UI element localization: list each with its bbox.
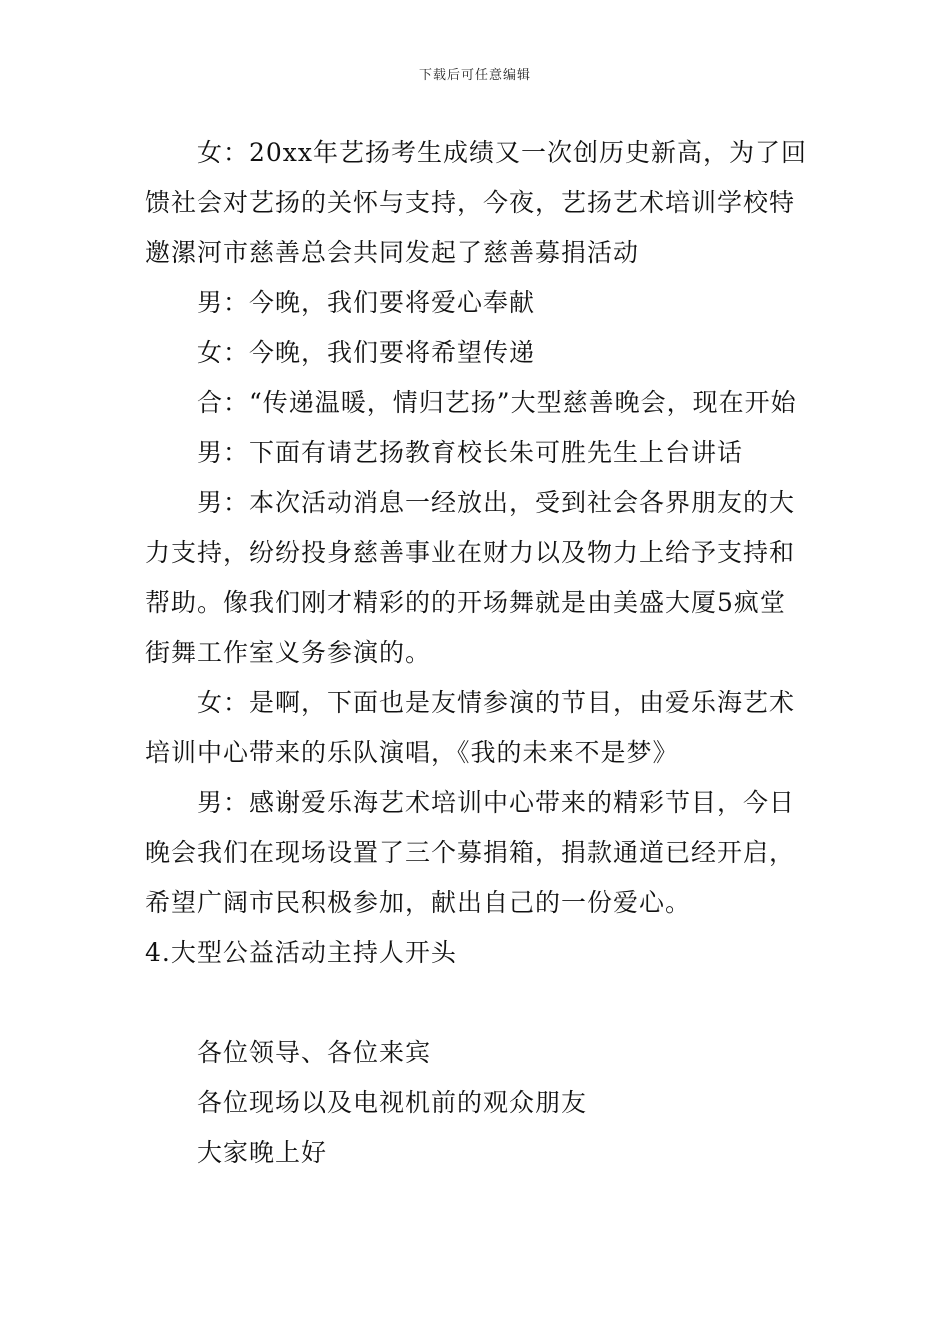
paragraph: 合：“传递温暖，情归艺扬”大型慈善晚会，现在开始 [197, 388, 797, 417]
greeting-line: 大家晚上好 [197, 1138, 328, 1167]
greeting-line: 各位现场以及电视机前的观众朋友 [197, 1088, 588, 1117]
document-body [145, 128, 810, 1178]
paragraph: 男：下面有请艺扬教育校长朱可胜先生上台讲话 [197, 438, 744, 467]
paragraph: 女：今晚，我们要将希望传递 [197, 338, 536, 367]
page-header: 下载后可任意编辑 [418, 68, 531, 83]
paragraph: 男：感谢爱乐海艺术培训中心带来的精彩节目，今日晚会我们在现场设置了三个募捐箱，捐款通道已经开启，希望广阔市民积极参加，献出自己的一份爱心。 [145, 788, 796, 917]
blank-line [145, 978, 810, 1028]
paragraph: 男：本次活动消息一经放出，受到社会各界朋友的大力支持，纷纷投身慈善事业在财力以及物力上给予支持和帮助。像我们刚才精彩的的开场舞就是由美盛大厦5疯堂街舞工作室义务参演的。 [145, 488, 796, 667]
paragraph: 女：20xx年艺扬考生成绩又一次创历史新高，为了回馈社会对艺扬的关怀与支持，今夜，艺扬艺术培训学校特邀漯河市慈善总会共同发起了慈善募捐活动 [145, 138, 808, 267]
greeting-line: 各位领导、各位来宾 [197, 1038, 432, 1067]
section-heading: 4.大型公益活动主持人开头 [145, 938, 457, 967]
paragraph: 男：今晚，我们要将爱心奉献 [197, 288, 536, 317]
paragraph: 女：是啊，下面也是友情参演的节目，由爱乐海艺术培训中心带来的乐队演唱，《我的未来不是梦》 [145, 688, 796, 767]
